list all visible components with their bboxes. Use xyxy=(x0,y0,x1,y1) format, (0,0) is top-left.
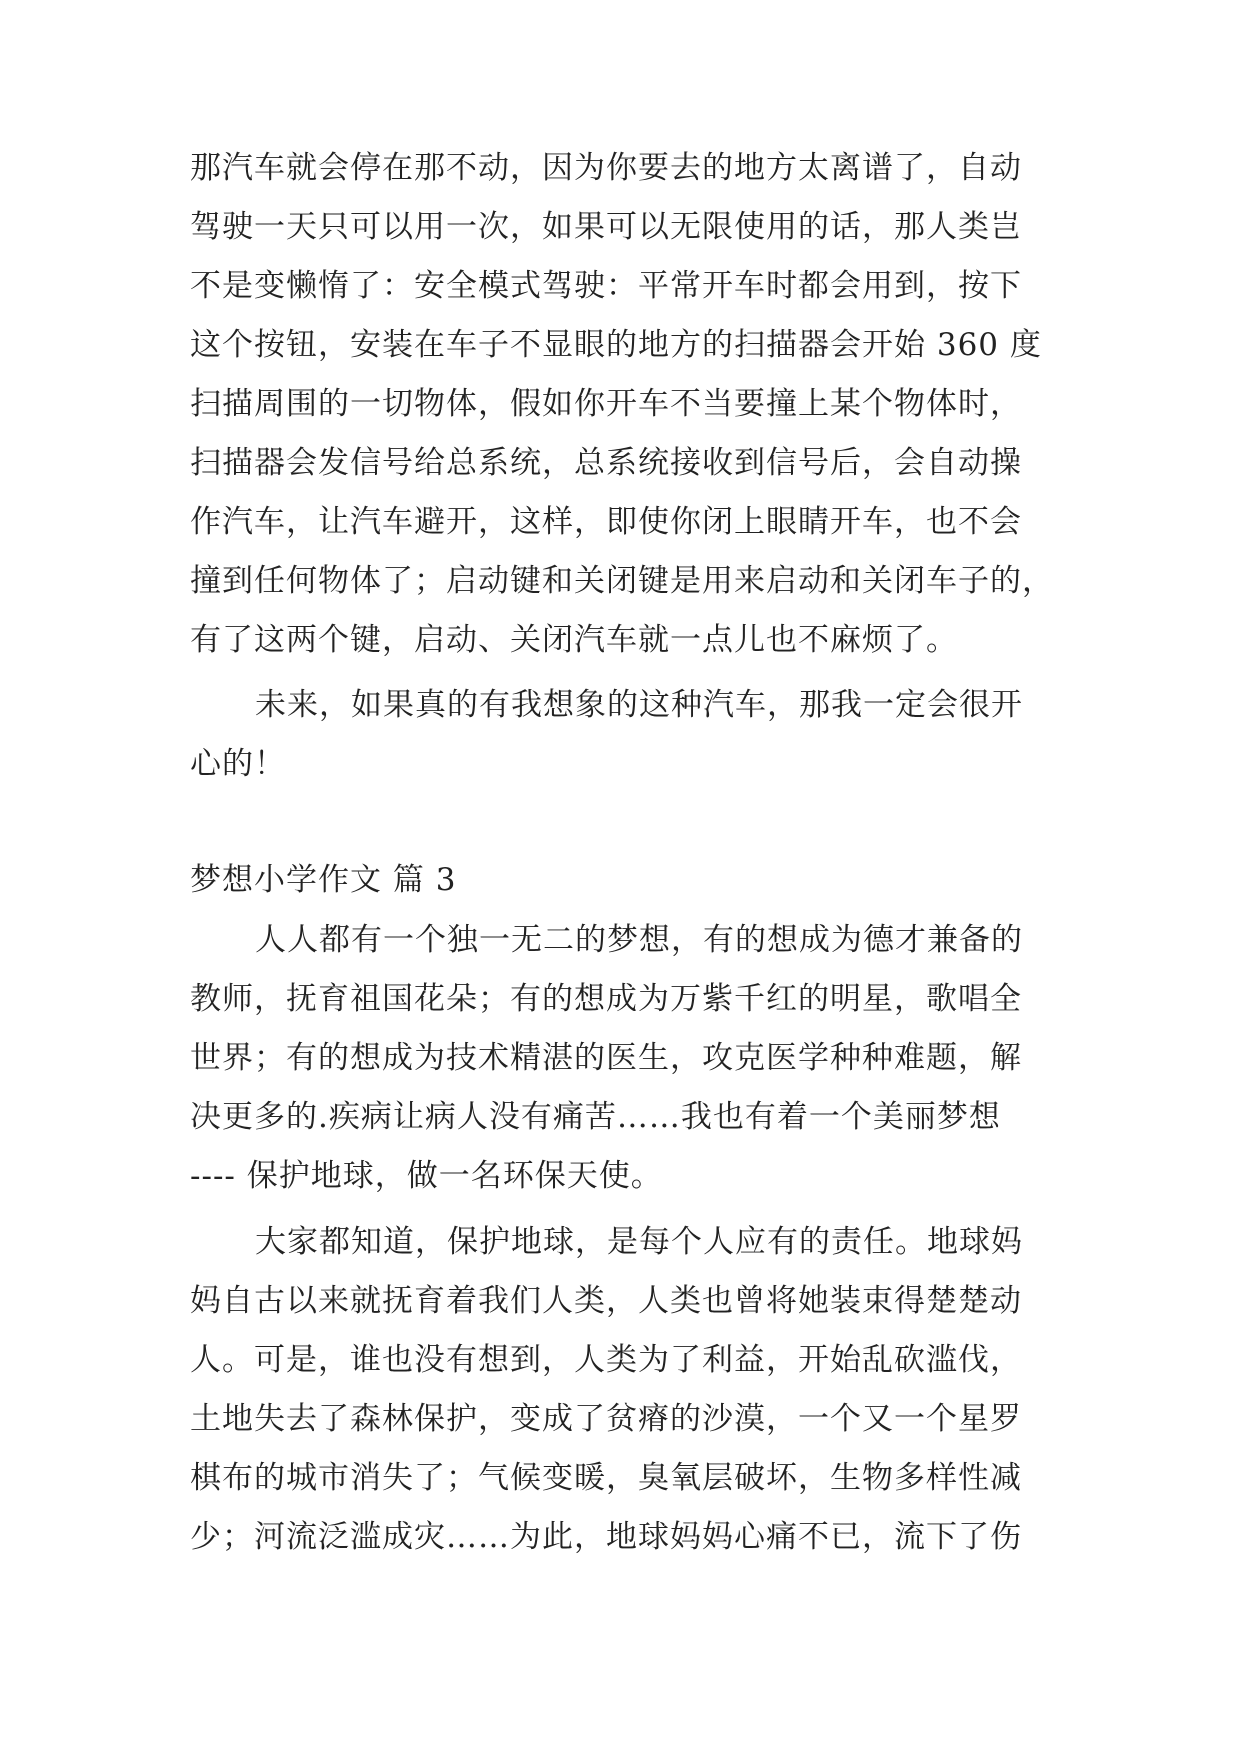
text-line-19: 人。可是，谁也没有想到，人类为了利益，开始乱砍滥伐， xyxy=(190,1342,1022,1378)
text-line-15: 决更多的.疾病让病人没有痛苦……我也有着一个美丽梦想 xyxy=(190,1099,1001,1135)
text-line-18: 妈自古以来就抚育着我们人类，人类也曾将她装束得楚楚动 xyxy=(190,1283,1022,1319)
text-line-2: 驾驶一天只可以用一次，如果可以无限使用的话，那人类岂 xyxy=(190,209,1022,245)
text-line-16: ---- 保护地球，做一名环保天使。 xyxy=(190,1158,663,1194)
text-line-9: 有了这两个键，启动、关闭汽车就一点儿也不麻烦了。 xyxy=(190,622,958,658)
text-line-10: 未来，如果真的有我想象的这种汽车，那我一定会很开 xyxy=(255,687,1023,723)
text-line-14: 世界；有的想成为技术精湛的医生，攻克医学种种难题，解 xyxy=(190,1040,1022,1076)
section-heading: 梦想小学作文 篇 3 xyxy=(190,862,457,898)
text-line-12: 人人都有一个独一无二的梦想，有的想成为德才兼备的 xyxy=(255,922,1023,958)
text-line-20: 土地失去了森林保护，变成了贫瘠的沙漠，一个又一个星罗 xyxy=(190,1401,1022,1437)
text-line-21: 棋布的城市消失了；气候变暖，臭氧层破坏，生物多样性减 xyxy=(190,1460,1022,1496)
text-line-13: 教师，抚育祖国花朵；有的想成为万紫千红的明星，歌唱全 xyxy=(190,981,1022,1017)
text-line-17: 大家都知道，保护地球，是每个人应有的责任。地球妈 xyxy=(255,1224,1023,1260)
text-line-11: 心的！ xyxy=(190,746,286,782)
text-line-4: 这个按钮，安装在车子不显眼的地方的扫描器会开始 360 度 xyxy=(190,327,1042,363)
text-line-5: 扫描周围的一切物体，假如你开车不当要撞上某个物体时， xyxy=(190,386,1022,422)
text-line-1: 那汽车就会停在那不动，因为你要去的地方太离谱了，自动 xyxy=(190,150,1022,186)
text-line-3: 不是变懒惰了：安全模式驾驶：平常开车时都会用到，按下 xyxy=(190,268,1022,304)
text-line-8: 撞到任何物体了；启动键和关闭键是用来启动和关闭车子的， xyxy=(190,563,1054,599)
text-line-22: 少；河流泛滥成灾……为此，地球妈妈心痛不已，流下了伤 xyxy=(190,1519,1022,1555)
text-line-6: 扫描器会发信号给总系统，总系统接收到信号后，会自动操 xyxy=(190,445,1022,481)
text-line-7: 作汽车，让汽车避开，这样，即使你闭上眼睛开车，也不会 xyxy=(190,504,1022,540)
